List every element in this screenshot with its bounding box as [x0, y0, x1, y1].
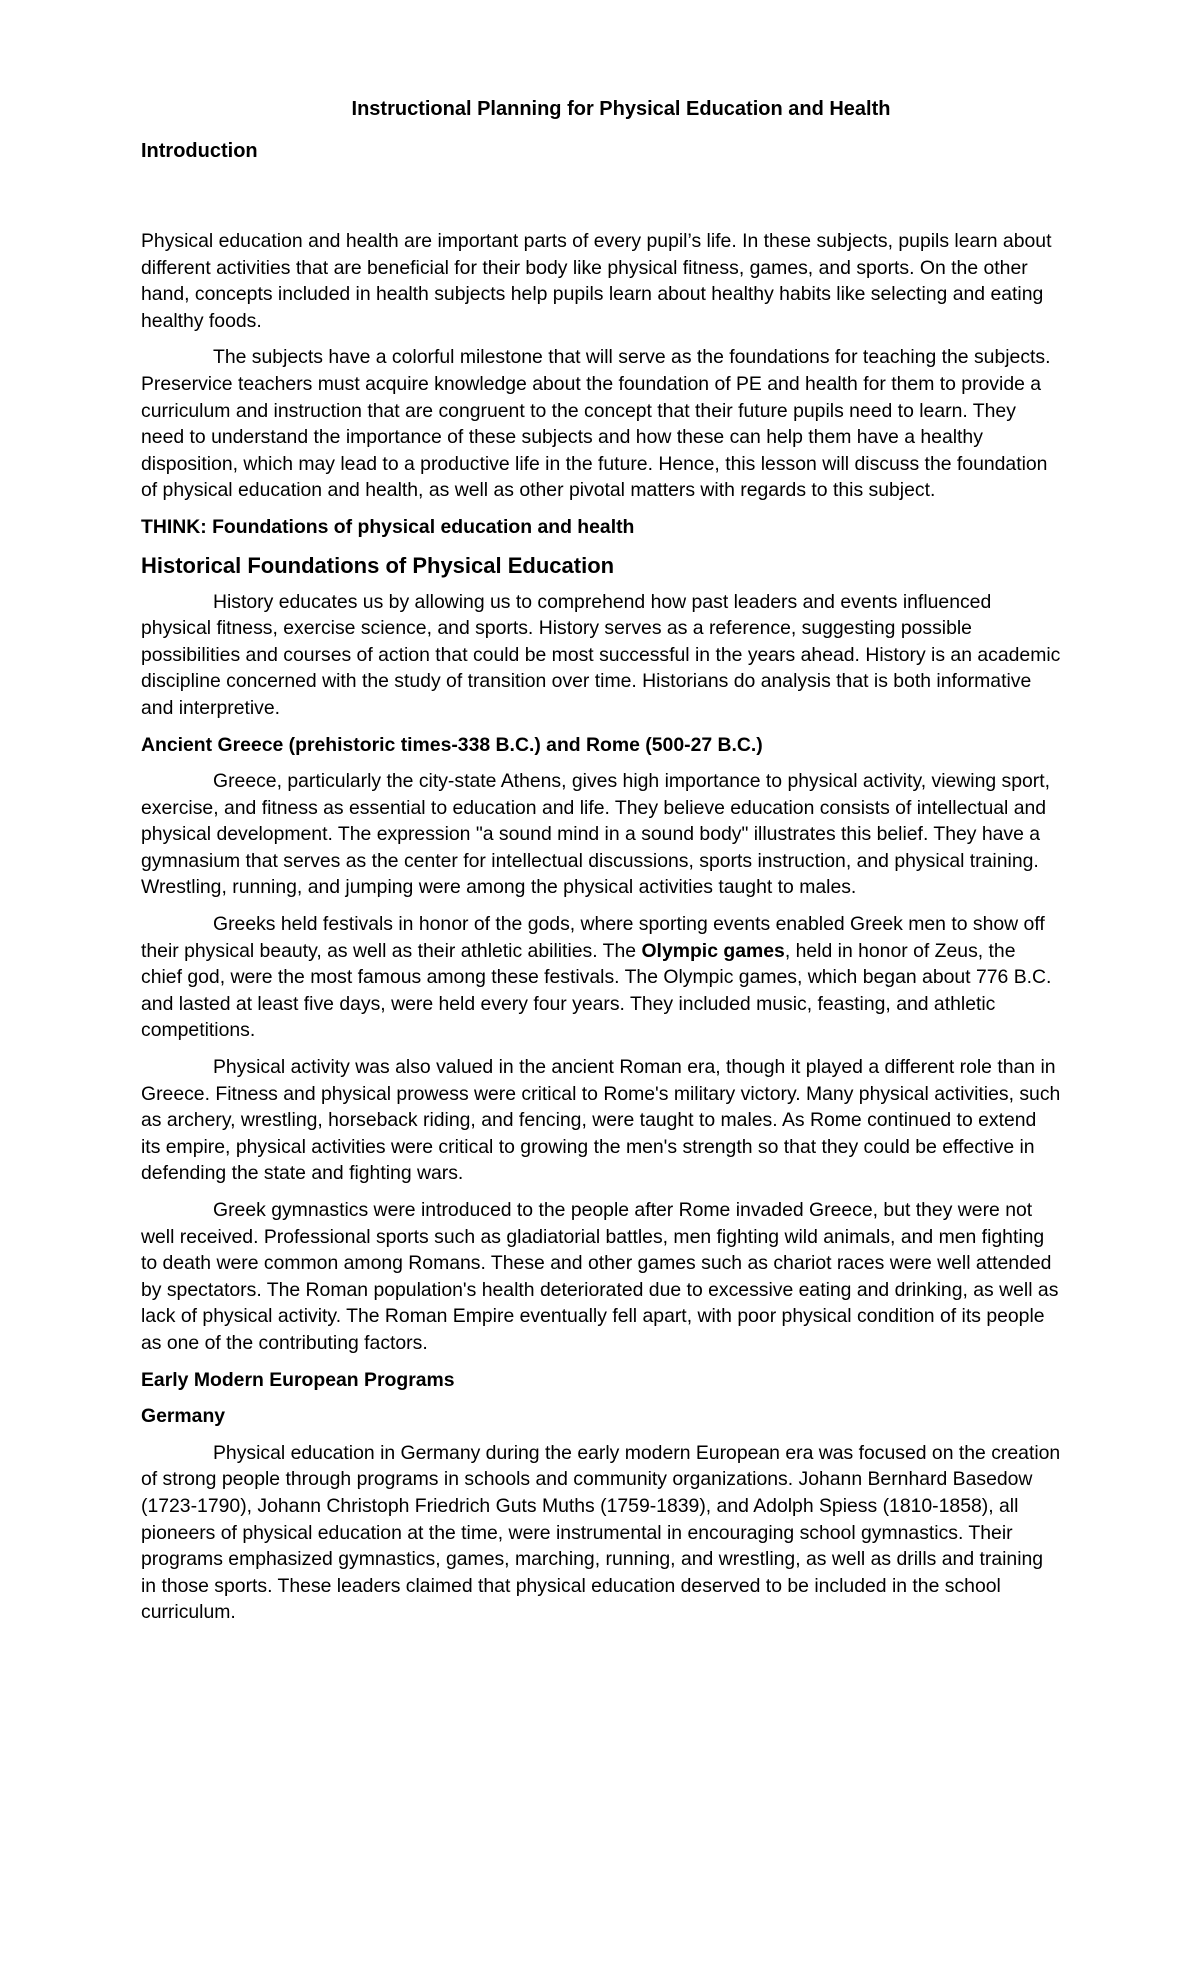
roman-games-paragraph: Greek gymnastics were introduced to the people after Rome invaded Greece, but they were not well received. Professional sports such as gladiatorial battles, men fighting wild animals, and men fighting to death were common among Romans. These and other games such as chariot races were well attended by spectators. The Roman population's health deteriorated due to excessive eating and drinking, as well as lack of physical activity. The Roman Empire eventually fell apart, with poor physical condition of its people as one of the contributing factors. — [141, 1199, 1059, 1354]
intro-paragraph-2: The subjects have a colorful milestone that will serve as the foundations for teaching the subjects. Preservice teachers must acquire knowledge about the foundation of PE and health for them to provide a curriculum and instruction that are congruent to the concept that their future pupils need to learn. They need to understand the importance of these subjects and how these can help them have a healthy disposition, which may lead to a productive life in the future. Hence, this lesson will discuss the foundation of physical education and health, as well as other pivotal matters with regards to this subject. — [141, 346, 1051, 502]
rome-paragraph: Physical activity was also valued in the ancient Roman era, though it played a different role than in Greece. Fitness and physical prowess were critical to Rome's military victory. Many physical activities, such as archery, wrestling, horseback riding, and fencing, were taught to males. As Rome continued to extend its empire, physical activities were critical to growing the men's strength so that they could be effective in defending the state and fighting wars. — [141, 1056, 1061, 1185]
germany-heading: Germany — [141, 1405, 226, 1428]
document-page — [141, 96, 1061, 1636]
history-paragraph: History educates us by allowing us to comprehend how past leaders and events influenced physical fitness, exercise science, and sports. History serves as a reference, suggesting possible possibilities and courses of action that could be most successful in the years ahead. History is an academic discipline concerned with the study of transition over time. Historians do analysis that is both informative and interpretive. — [141, 590, 1061, 719]
think-heading: THINK: Foundations of physical education and health — [141, 515, 635, 538]
ancient-greece-rome-heading: Ancient Greece (prehistoric times-338 B.C.) and Rome (500-27 B.C.) — [141, 733, 763, 756]
greece-paragraph: Greece, particularly the city-state Athens, gives high importance to physical activity, viewing sport, exercise, and fitness as essential to education and life. They believe education consists of intellectual and physical development. The expression "a sound mind in a sound body" illustrates this belief. They have a gymnasium that serves as the center for intellectual discussions, sports instruction, and physical training. Wrestling, running, and jumping were among the physical activities taught to males. — [141, 770, 1051, 899]
olympic-games-term: Olympic games — [641, 939, 785, 962]
festivals-text-after: , held in honor of Zeus, the chief god, were the most famous among these festivals. The Olympic games, which began about 776 B.C. and lasted at least five days, were held every four years. They included music, feasting, and athletic competitions. — [141, 939, 1052, 1042]
intro-paragraph-1: Physical education and health are important parts of every pupil’s life. In these subjects, pupils learn about different activities that are beneficial for their body like physical fitness, games, and sports. On the other hand, concepts included in health subjects help pupils learn about healthy habits like selecting and eating healthy foods. — [141, 230, 1052, 332]
festivals-text-before: Greeks held festivals in honor of the gods, where sporting events enabled Greek men to show off their physical beauty, as well as their athletic abilities. The — [141, 913, 1045, 962]
introduction-heading: Introduction — [141, 140, 258, 162]
festivals-paragraph — [141, 911, 1061, 1044]
germany-paragraph: Physical education in Germany during the early modern European era was focused on the creation of strong people through programs in schools and community organizations. Johann Bernhard Basedow (1723-1790), Johann Christoph Friedrich Guts Muths (1759-1839), and Adolph Spiess (1810-1858), all pioneers of physical education at the time, were instrumental in encouraging school gymnastics. Their programs emphasized gymnastics, games, marching, running, and wrestling, as well as drills and training in those sports. These leaders claimed that physical education deserved to be included in the school curriculum. — [141, 1441, 1061, 1624]
historical-foundations-heading: Historical Foundations of Physical Education — [141, 552, 615, 578]
document-title: Instructional Planning for Physical Education and Health — [351, 98, 891, 120]
early-modern-europe-heading: Early Modern European Programs — [141, 1368, 455, 1391]
